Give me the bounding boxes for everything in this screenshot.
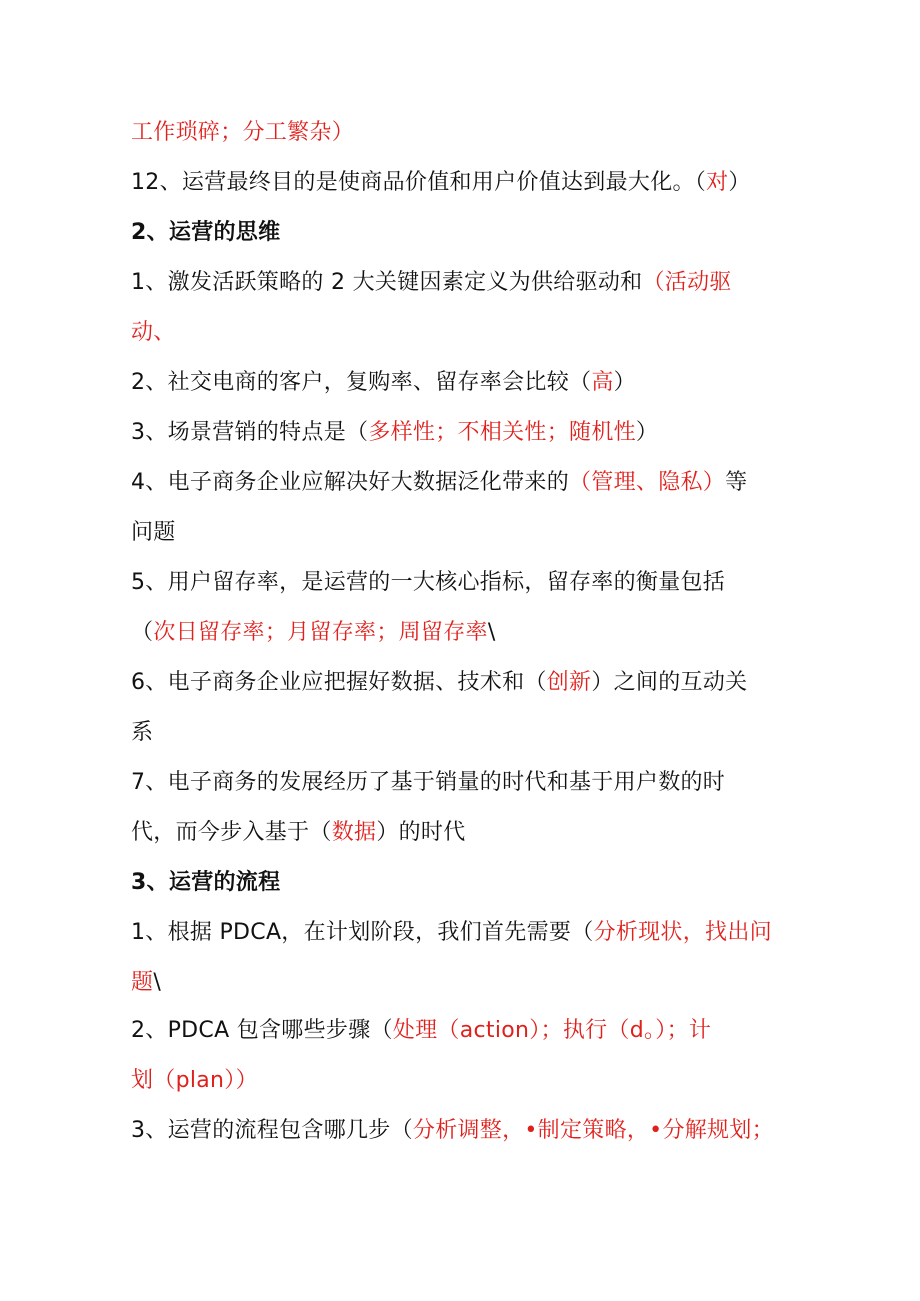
answer-text: （活动驱	[642, 270, 732, 295]
question-text: 问题	[131, 520, 176, 545]
answer-text: 高	[591, 370, 614, 395]
question-text: 代，而今步入基于（	[131, 820, 332, 845]
text-line	[131, 1016, 711, 1046]
section-heading	[131, 868, 280, 898]
answer-text: 处理（action）；执行（d。）；计	[392, 1018, 712, 1043]
answer-text: 工作琐碎；分工繁杂）	[131, 120, 355, 145]
text-line	[131, 718, 153, 748]
question-text: 1、激发活跃策略的 2 大关键因素定义为供给驱动和	[131, 270, 643, 295]
answer-text: 题	[131, 970, 154, 995]
text-line	[131, 568, 725, 598]
text-line	[131, 418, 658, 448]
question-text: 3、运营的流程包含哪几步（	[131, 1118, 413, 1143]
answer-text: 次日留存率；月留存率；周留存率	[153, 620, 488, 645]
answer-text: 多样性；不相关性；随机性	[368, 420, 636, 445]
question-text: ）	[635, 420, 659, 445]
answer-text: （管理、隐私）	[569, 470, 726, 495]
question-text: 2、社交电商的客户，复购率、留存率会比较（	[131, 370, 592, 395]
answer-text: 创新	[546, 670, 592, 695]
answer-text: 数据	[331, 820, 377, 845]
text-line	[131, 668, 747, 698]
text-line	[131, 968, 161, 998]
question-text: 系	[131, 720, 154, 745]
question-text: ）之间的互动关	[591, 670, 748, 695]
text-line	[131, 518, 176, 548]
question-text: 2、PDCA 包含哪些步骤（	[131, 1018, 393, 1043]
question-text: 5、用户留存率，是运营的一大核心指标，留存率的衡量包括	[131, 570, 726, 595]
question-text: 7、电子商务的发展经历了基于销量的时代和基于用户数的时	[131, 770, 726, 795]
text-line	[131, 118, 354, 148]
text-line	[131, 818, 466, 848]
question-text: 12、运营最终目的是使商品价值和用户价值达到最大化。（	[131, 170, 707, 195]
text-line	[131, 618, 496, 648]
text-line	[131, 1116, 774, 1146]
question-text: 1、根据 PDCA，在计划阶段，我们首先需要（	[131, 920, 594, 945]
section-heading	[131, 218, 280, 248]
text-line	[131, 1066, 258, 1096]
question-text: ）	[728, 170, 751, 195]
text-line	[131, 168, 751, 198]
answer-text: 动、	[131, 320, 176, 345]
text-line	[131, 318, 176, 348]
answer-text: 对	[706, 170, 729, 195]
text-line	[131, 918, 772, 948]
question-text: 2、运营的思维	[131, 220, 281, 245]
question-text: \	[487, 620, 496, 645]
answer-text: 分析现状，找出问	[593, 920, 772, 945]
text-line	[131, 268, 732, 298]
question-text: 等	[725, 470, 748, 495]
text-line	[131, 468, 747, 498]
answer-text: 划（plan））	[131, 1068, 258, 1093]
question-text: ）	[613, 370, 636, 395]
question-text: 3、场景营销的特点是（	[131, 420, 369, 445]
question-text: 3、运营的流程	[131, 870, 281, 895]
question-text: ）的时代	[376, 820, 466, 845]
text-line	[131, 768, 725, 798]
question-text: 4、电子商务企业应解决好大数据泛化带来的	[131, 470, 569, 495]
answer-text: 分析调整，•制定策略，•分解规划；	[412, 1118, 774, 1143]
text-line	[131, 368, 636, 398]
question-text: 6、电子商务企业应把握好数据、技术和（	[131, 670, 547, 695]
question-text: （	[131, 620, 154, 645]
question-text: \	[153, 970, 162, 995]
